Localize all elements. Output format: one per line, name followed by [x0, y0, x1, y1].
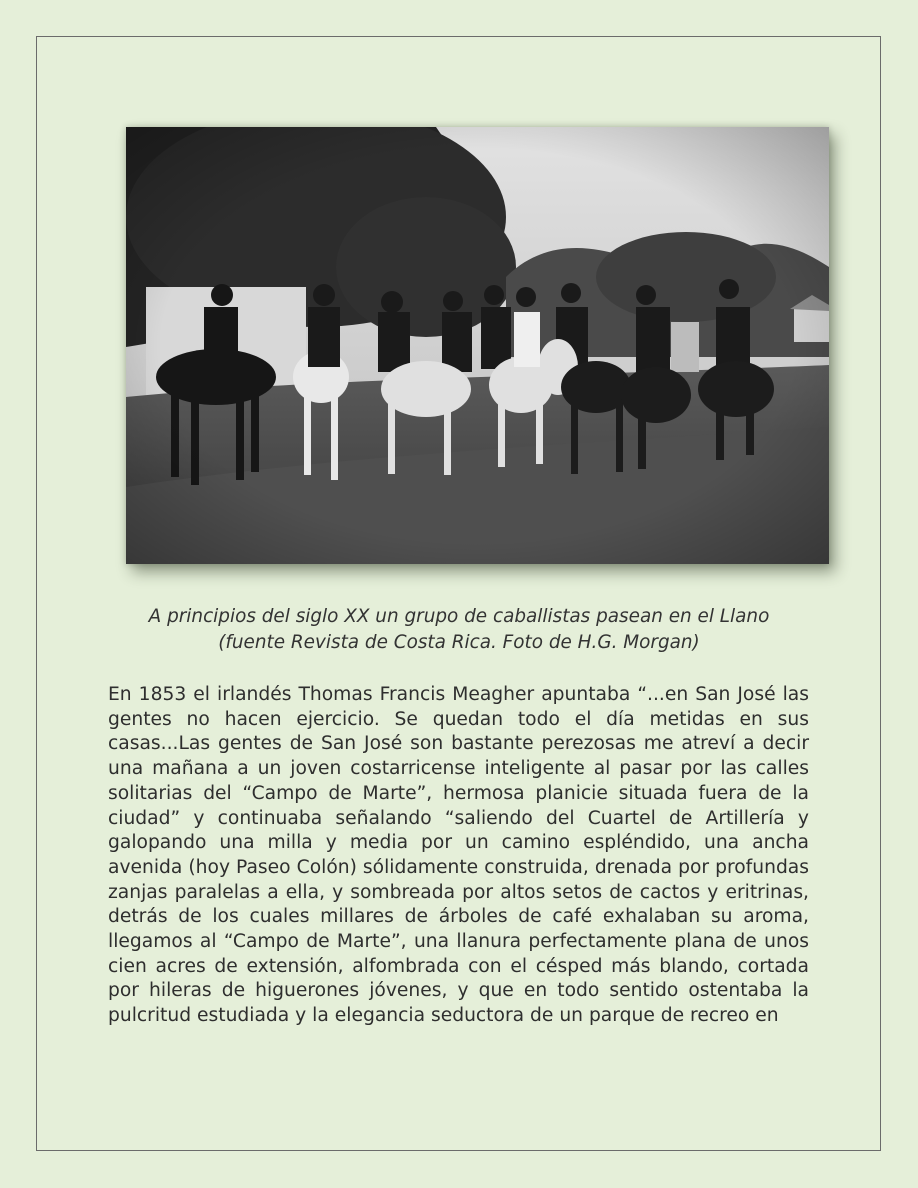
- historical-photo: [126, 127, 829, 564]
- body-paragraph: En 1853 el irlandés Thomas Francis Meagher apuntaba “...en San José las gentes no hacen ejercicio. Se quedan todo el día metidas en sus casas...Las gentes de San José son bastante perezosas me atreví a decir una mañana a un joven costarricense inteligente al pasar por las calles solitarias del “Campo de Marte”, hermosa planicie situada fuera de la ciudad” y continuaba señalando “saliendo del Cuartel de Artillería y galopando una milla y media por un camino espléndido, una ancha avenida (hoy Paseo Colón) sólidamente construida, drenada por profundas zanjas paralelas a ella, y sombreada por altos setos de cactos y eritrinas, detrás de los cuales millares de árboles de café exhalaban su aroma, llegamos al “Campo de Marte”, una llanura perfectamente plana de unos cien acres de extensión, alfombrada con el césped más blando, cortada por hileras de higuerones jóvenes, y que en todo sentido ostentaba la pulcritud estudiada y la elegancia seductora de un parque de recreo en: [108, 684, 809, 1027]
- horse-riders-photo-icon: [126, 127, 829, 564]
- caption-line-2: (fuente Revista de Costa Rica. Foto de H.G. Morgan): [218, 632, 700, 653]
- caption-line-1: A principios del siglo XX un grupo de caballistas pasean en el Llano: [148, 606, 770, 627]
- photo-caption: [60, 604, 858, 656]
